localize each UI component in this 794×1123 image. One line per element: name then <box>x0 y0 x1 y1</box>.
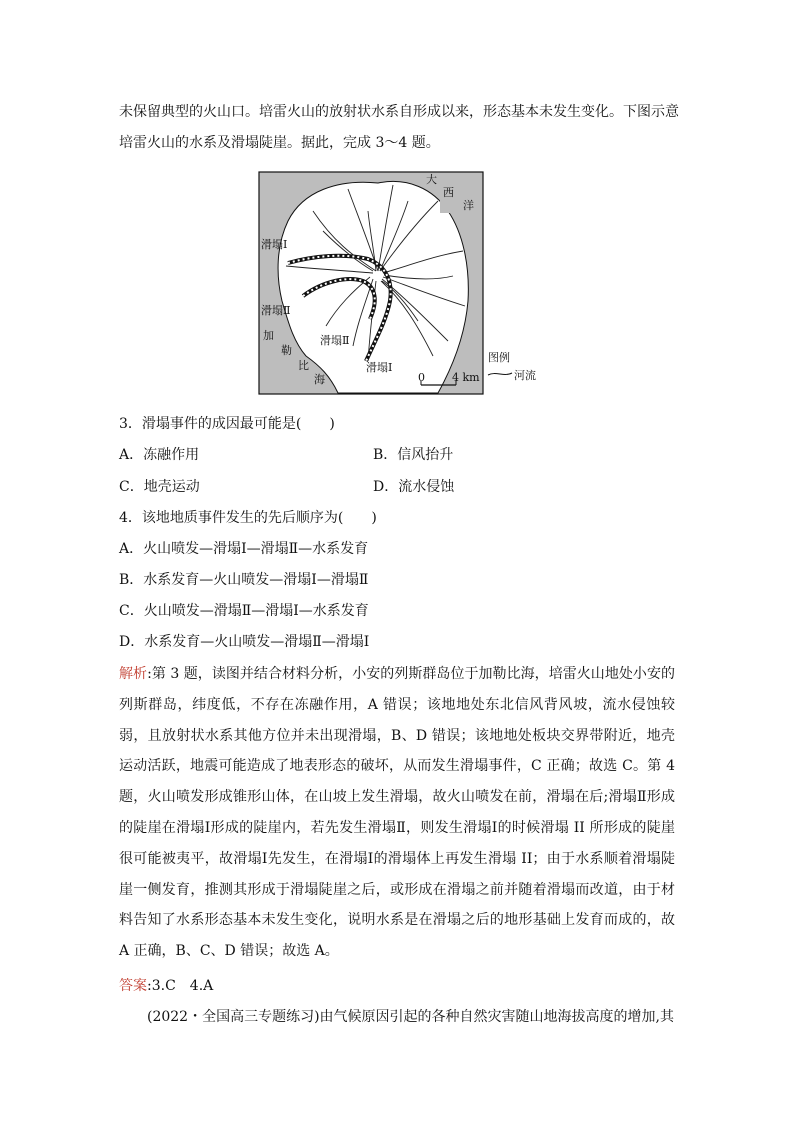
answer-label: 答案 <box>119 978 147 994</box>
next-question-text: (2022・全国高三专题练习)由气候原因引起的各种自然灾害随山地海拔高度的增加,其 <box>147 1009 675 1025</box>
q3-stem: 3．滑塌事件的成因最可能是( ) <box>119 416 335 432</box>
caribbean-char-3: 比 <box>298 359 309 372</box>
legend-river: 河流 <box>514 369 536 382</box>
caribbean-char-2: 勒 <box>281 344 292 357</box>
q4-option-a: A．火山喷发—滑塌Ⅰ—滑塌Ⅱ—水系发育 <box>119 541 369 557</box>
atlantic-char-2: 西 <box>443 186 454 199</box>
intro-line-1: 未保留典型的火山口。培雷火山的放射状水系自形成以来，形态基本未发生变化。下图示意 <box>119 104 679 120</box>
q4-option-b: B．水系发育—火山喷发—滑塌Ⅰ—滑塌Ⅱ <box>119 572 369 588</box>
scale-end: 4 km <box>452 371 480 384</box>
caribbean-char-1: 加 <box>263 329 274 342</box>
q3-option-d: D．流水侵蚀 <box>373 479 455 495</box>
q4-option-d: D．水系发育—火山喷发—滑塌Ⅱ—滑塌Ⅰ <box>119 634 370 650</box>
river-legend-icon <box>488 373 512 375</box>
analysis-paragraph <box>119 659 675 967</box>
q3-option-b: B．信风抬升 <box>373 447 454 463</box>
q4-stem: 4．该地地质事件发生的先后顺序为( ) <box>119 510 377 526</box>
slide-2-label-west: 滑塌Ⅱ <box>261 304 291 317</box>
atlantic-char-3: 洋 <box>463 199 474 212</box>
answer-line <box>119 975 213 997</box>
slide-2-label-south: 滑塌Ⅱ <box>320 334 350 347</box>
slide-1-label-south: 滑塌Ⅰ <box>366 361 393 374</box>
intro-line-2: 培雷火山的水系及滑塌陡崖。据此，完成 3～4 题。 <box>119 135 440 151</box>
analysis-text: :第 3 题，读图并结合材料分析，小安的列斯群岛位于加勒比海，培雷火山地处小安的列斯群岛，纬度低，不存在冻融作用，A 错误；该地地处东北信风背风坡，流水侵蚀较弱，且放射状水系其他方位并未出现滑塌，B、D 错误；该地地处板块交界带附近，地壳运动活跃，地震可能造成了地表形态的破坏，从而发生滑塌事件，C 正确；故选 C。第 4 题，火山喷发形成锥形山体，在山坡上发生滑塌，故火山喷发在前，滑塌在后;滑塌Ⅱ形成的陡崖在滑塌Ⅰ形成的陡崖内，若先发生滑塌Ⅱ，则发生滑塌Ⅰ的时候滑塌 II 所形成的陡崖很可能被夷平，故滑塌Ⅰ先发生，在滑塌Ⅰ的滑塌体上再发生滑塌 II；由于水系顺着滑塌陡崖一侧发育，推测其形成于滑塌陡崖之后，或形成在滑塌之前并随着滑塌而改道，由于材料告知了水系形态基本未发生变化，说明水系是在滑塌之后的地形基础上发育而成的，故 A 正确，B、C、D 错误；故选 A。 <box>119 666 675 960</box>
q4-option-c: C．火山喷发—滑塌Ⅱ—滑塌Ⅰ—水系发育 <box>119 603 369 619</box>
q3-option-a: A．冻融作用 <box>119 447 200 463</box>
answer-text: :3.C 4.A <box>147 978 214 994</box>
legend-title: 图例 <box>488 351 510 364</box>
atlantic-char-1: 大 <box>426 173 437 186</box>
scale-zero: 0 <box>418 371 425 384</box>
analysis-label: 解析 <box>119 666 148 682</box>
caribbean-char-4: 海 <box>314 373 325 386</box>
slide-1-label-west: 滑塌Ⅰ <box>261 238 288 251</box>
pelee-volcano-map <box>258 171 548 397</box>
q3-option-c: C．地壳运动 <box>119 479 200 495</box>
